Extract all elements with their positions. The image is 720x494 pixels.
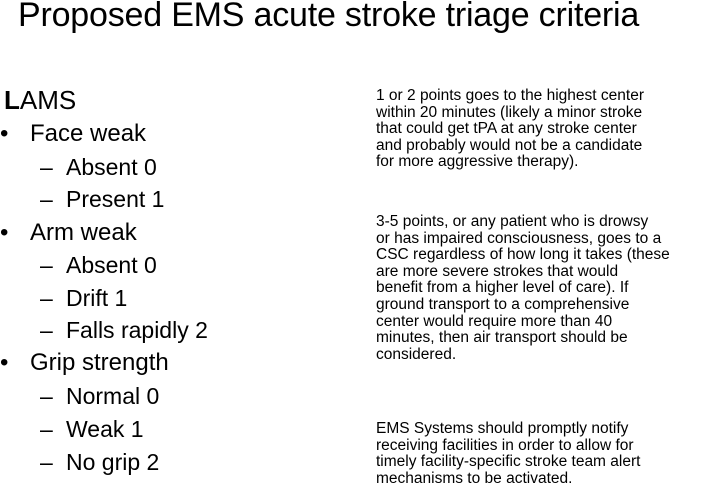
lams-option-label: Weak 1	[66, 416, 144, 442]
note-ems-notify	[376, 421, 720, 487]
dash-icon: –	[40, 154, 53, 180]
note-line: within 20 minutes (likely a minor stroke	[376, 103, 643, 121]
note-line: are more severe strokes that would	[376, 262, 619, 280]
lams-item-label: Face weak	[30, 120, 147, 147]
note-line: that could get tPA at any stroke center	[376, 120, 637, 138]
note-line: benefit from a higher level of care). If	[376, 279, 629, 297]
note-line: considered.	[376, 345, 457, 363]
note-line: CSC regardless of how long it takes (these	[376, 246, 670, 264]
bullet-icon: •	[0, 349, 9, 376]
dash-icon: –	[40, 416, 53, 442]
dash-icon: –	[40, 317, 53, 343]
dash-icon: –	[40, 449, 53, 475]
note-line: or has impaired consciousness, goes to a	[376, 229, 662, 247]
note-line: center would require more than 40	[376, 312, 613, 330]
lams-heading-initial: L	[4, 85, 20, 115]
note-line: timely facility-specific stroke team alert	[376, 453, 641, 471]
note-line: EMS Systems should promptly notify	[376, 420, 629, 437]
note-line: ground transport to a comprehensive	[376, 295, 630, 313]
lams-option-label: Present 1	[66, 186, 165, 212]
note-high-score	[376, 214, 720, 363]
lams-heading	[4, 84, 76, 116]
dash-icon: –	[40, 285, 53, 311]
note-line: mechanisms to be activated.	[376, 469, 573, 487]
note-line: 3-5 points, or any patient who is drowsy	[376, 213, 649, 230]
note-line: minutes, then air transport should be	[376, 329, 628, 347]
lams-item-label: Arm weak	[30, 219, 137, 246]
note-line: for more aggressive therapy).	[376, 153, 579, 171]
lams-option-label: Absent 0	[66, 252, 157, 278]
bullet-icon: •	[0, 219, 9, 246]
lams-item-label: Grip strength	[30, 349, 169, 376]
note-line: 1 or 2 points goes to the highest center	[376, 87, 644, 104]
lams-heading-rest: AMS	[19, 85, 77, 115]
note-line: receiving facilities in order to allow for	[376, 436, 634, 454]
lams-option-label: Absent 0	[66, 154, 157, 180]
bullet-icon: •	[0, 120, 9, 147]
lams-option-label: Falls rapidly 2	[66, 317, 208, 343]
dash-icon: –	[40, 186, 53, 212]
dash-icon: –	[40, 252, 53, 278]
dash-icon: –	[40, 383, 53, 409]
lams-option-label: No grip 2	[66, 449, 160, 475]
note-line: and probably would not be a candidate	[376, 136, 643, 154]
lams-option-label: Drift 1	[66, 285, 128, 311]
lams-option-label: Normal 0	[66, 383, 160, 409]
note-low-score	[376, 88, 720, 171]
slide-title: Proposed EMS acute stroke triage criteria	[18, 0, 640, 34]
